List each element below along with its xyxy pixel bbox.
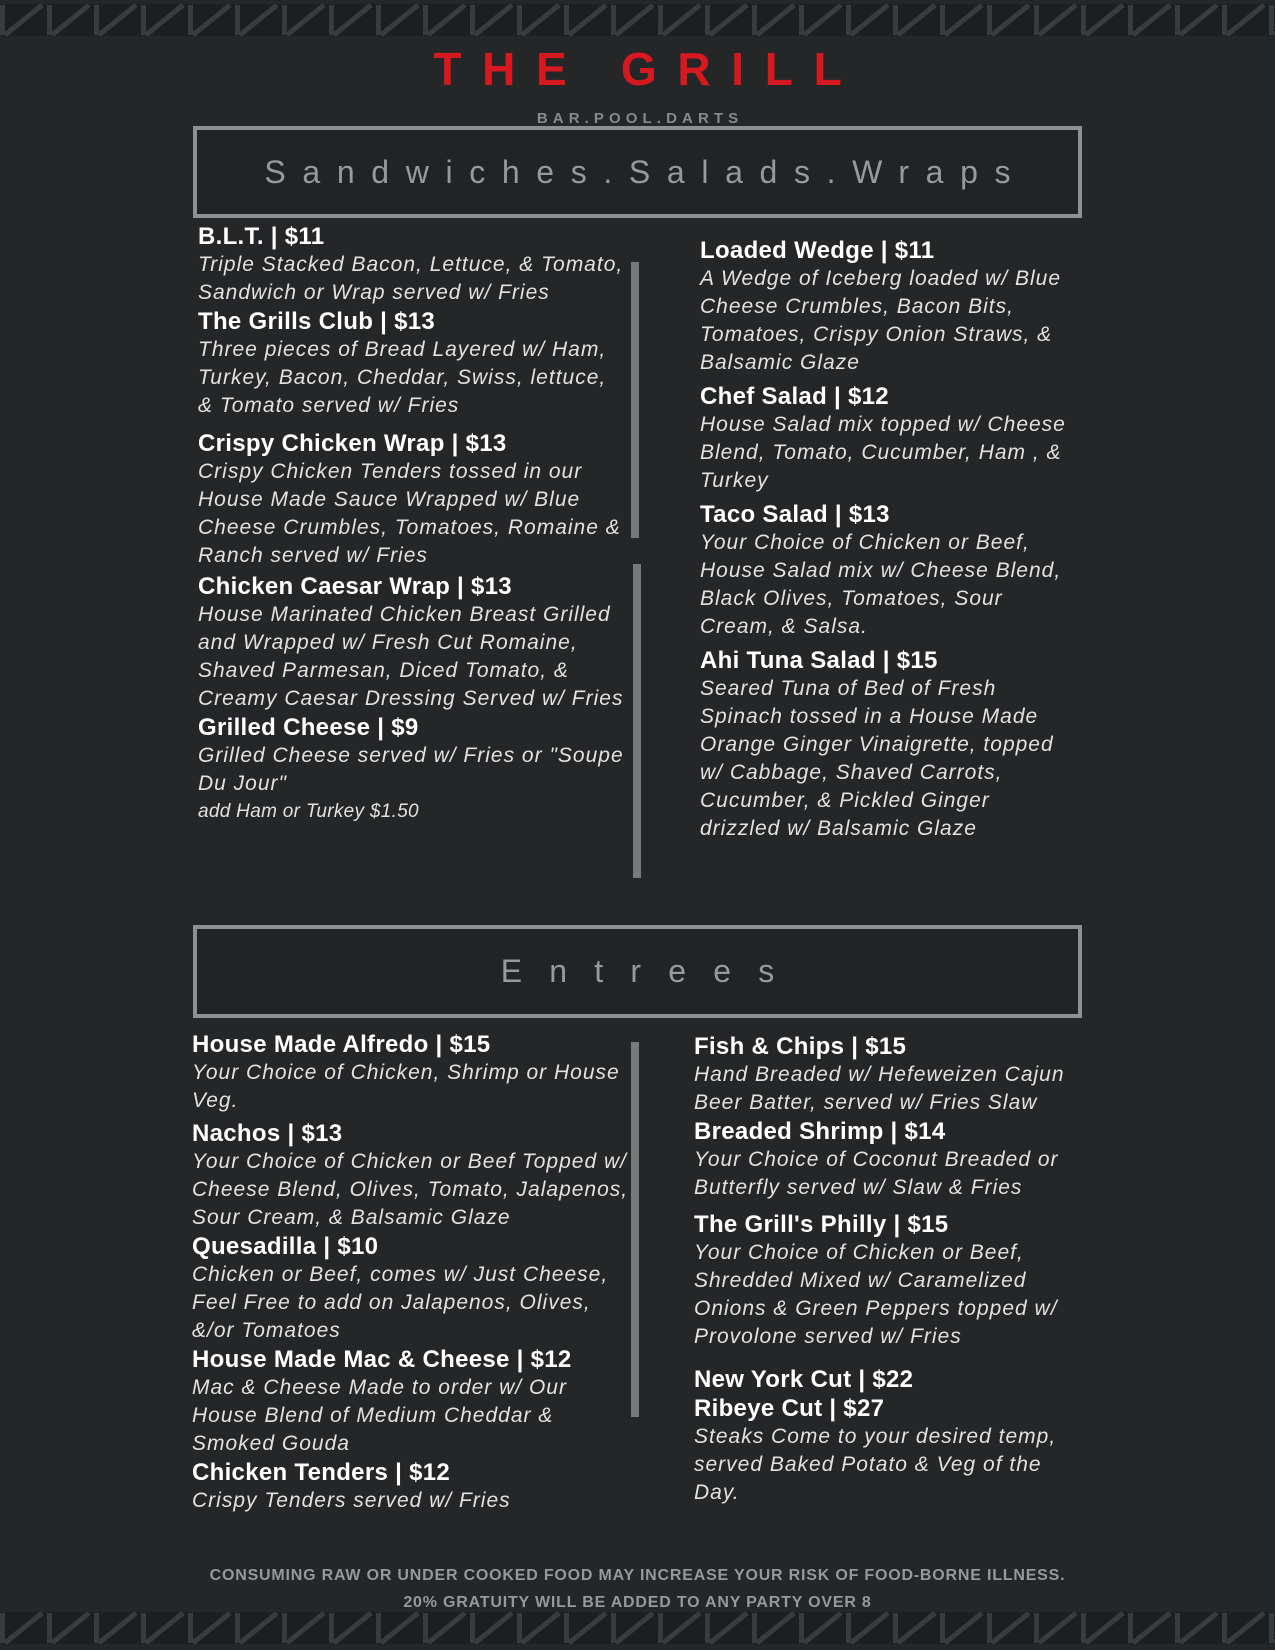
section-title-sandwiches-salads-wraps: Sandwiches.Salads.Wraps [264,153,1028,190]
menu-item-description: Your Choice of Chicken or Beef Topped w/ Cheese Blend, Olives, Tomato, Jalapenos, Sour Cream, & Balsamic Glaze [192,1150,629,1229]
menu-header [0,42,1275,127]
restaurant-tagline: BAR.POOL.DARTS [536,110,744,127]
menu-item-description: Your Choice of Chicken or Beef, Shredded Mixed w/ Caramelized Onions & Green Peppers topped w/ Provolone served w/ Fries [694,1241,1058,1348]
menu-item-title: Quesadilla | $10 [192,1233,379,1260]
menu-item-title: Grilled Cheese | $9 [198,714,419,741]
menu-item [198,713,628,825]
menu-item-title: Breaded Shrimp | $14 [694,1118,946,1145]
section-title-entrees: Entrees [500,953,802,989]
menu-item [700,500,1072,641]
menu-item [694,1117,1084,1202]
menu-item-title: The Grills Club | $13 [198,308,436,335]
menu-item-title: House Made Mac & Cheese | $12 [192,1346,572,1373]
menu-item-description: Your Choice of Coconut Breaded or Butterfly served w/ Slaw & Fries [694,1148,1059,1199]
menu-item-description: Mac & Cheese Made to order w/ Our House Blend of Medium Cheddar & Smoked Gouda [192,1376,567,1455]
menu-item-description: Your Choice of Chicken, Shrimp or House Veg. [192,1061,620,1112]
menu-item-description: Crispy Tenders served w/ Fries [192,1489,511,1512]
menu-item-description: Triple Stacked Bacon, Lettuce, & Tomato, Sandwich or Wrap served w/ Fries [198,253,624,304]
entrees-right-column [694,1032,1084,1507]
menu-item [192,1232,629,1345]
menu-item-description: Seared Tuna of Bed of Fresh Spinach tossed in a House Made Orange Ginger Vinaigrette, topped w/ Cabbage, Shaved Carrots, Cucumber, & Pickled Ginger drizzled w/ Balsamic Glaze [700,677,1054,840]
sandwiches-right-column [700,236,1072,843]
menu-item-description: Hand Breaded w/ Hefeweizen Cajun Beer Batter, served w/ Fries Slaw [694,1063,1065,1114]
menu-item-title: New York Cut | $22 [694,1366,914,1393]
decorative-truss-border-bottom [0,1612,1275,1644]
menu-item-title: Chef Salad | $12 [700,383,889,410]
menu-item-description: House Salad mix topped w/ Cheese Blend, Tomato, Cucumber, Ham , & Turkey [700,413,1066,492]
menu-item [198,429,628,570]
menu-item-title: Chicken Caesar Wrap | $13 [198,573,512,600]
menu-item-title: Crispy Chicken Wrap | $13 [198,430,507,457]
menu-item-title: Fish & Chips | $15 [694,1033,907,1060]
menu-item [198,307,628,420]
menu-item [700,236,1072,377]
menu-item-note: add Ham or Turkey $1.50 [198,801,419,822]
menu-item [198,572,628,713]
menu-item-title: Chicken Tenders | $12 [192,1459,451,1486]
section-header-sandwiches-salads-wraps [193,126,1082,218]
menu-item [700,382,1072,495]
menu-item-description: House Marinated Chicken Breast Grilled and Wrapped w/ Fresh Cut Romaine, Shaved Parmesan, Diced Tomato, & Creamy Caesar Dressing Served w/ Fries [198,603,624,710]
entrees-column-divider [631,1042,639,1417]
menu-item-description: Crispy Chicken Tenders tossed in our House Made Sauce Wrapped w/ Blue Cheese Crumbles, Tomatoes, Romaine & Ranch served w/ Fries [198,460,621,567]
section-header-entrees [193,925,1082,1018]
menu-item [192,1119,629,1232]
menu-item-title: House Made Alfredo | $15 [192,1031,491,1058]
menu-item-title: Nachos | $13 [192,1120,343,1147]
sandwiches-left-column [198,222,628,825]
menu-item [694,1032,1084,1117]
menu-item [192,1030,629,1115]
menu-item-title: B.L.T. | $11 [198,223,325,250]
column-divider-lower [633,564,641,878]
menu-item [694,1365,1084,1394]
menu-item [198,222,628,307]
menu-item-description: Steaks Come to your desired temp, served Baked Potato & Veg of the Day. [694,1425,1057,1504]
restaurant-title: THE GRILL [433,43,863,95]
menu-item-title: Loaded Wedge | $11 [700,237,935,264]
column-divider-upper [631,262,639,538]
menu-item-description: Three pieces of Bread Layered w/ Ham, Turkey, Bacon, Cheddar, Swiss, lettuce, & Tomato served w/ Fries [198,338,607,417]
menu-item-title: Ahi Tuna Salad | $15 [700,647,938,674]
menu-item [694,1210,1084,1351]
menu-footer [0,1562,1275,1616]
menu-item-description: Your Choice of Chicken or Beef, House Salad mix w/ Cheese Blend, Black Olives, Tomatoes, Sour Cream, & Salsa. [700,531,1062,638]
menu-item-description: Chicken or Beef, comes w/ Just Cheese, Feel Free to add on Jalapenos, Olives, &/or Tomatoes [192,1263,609,1342]
menu-item-title: Ribeye Cut | $27 [694,1395,885,1422]
footer-gratuity-note: 20% GRATUITY WILL BE ADDED TO ANY PARTY OVER 8 [403,1594,872,1611]
entrees-left-column [192,1030,629,1515]
menu-item-description: A Wedge of Iceberg loaded w/ Blue Cheese Crumbles, Bacon Bits, Tomatoes, Crispy Onion Straws, & Balsamic Glaze [700,267,1062,374]
menu-item [192,1345,629,1458]
menu-item [700,646,1072,843]
decorative-truss-border-top [0,4,1275,36]
menu-item-title: Taco Salad | $13 [700,501,890,528]
menu-item [694,1394,1084,1507]
menu-item-title: The Grill's Philly | $15 [694,1211,949,1238]
menu-item [192,1458,629,1515]
menu-item-description: Grilled Cheese served w/ Fries or "Soupe Du Jour" [198,744,624,795]
footer-disclaimer: CONSUMING RAW OR UNDER COOKED FOOD MAY INCREASE YOUR RISK OF FOOD-BORNE ILLNESS. [209,1567,1066,1584]
